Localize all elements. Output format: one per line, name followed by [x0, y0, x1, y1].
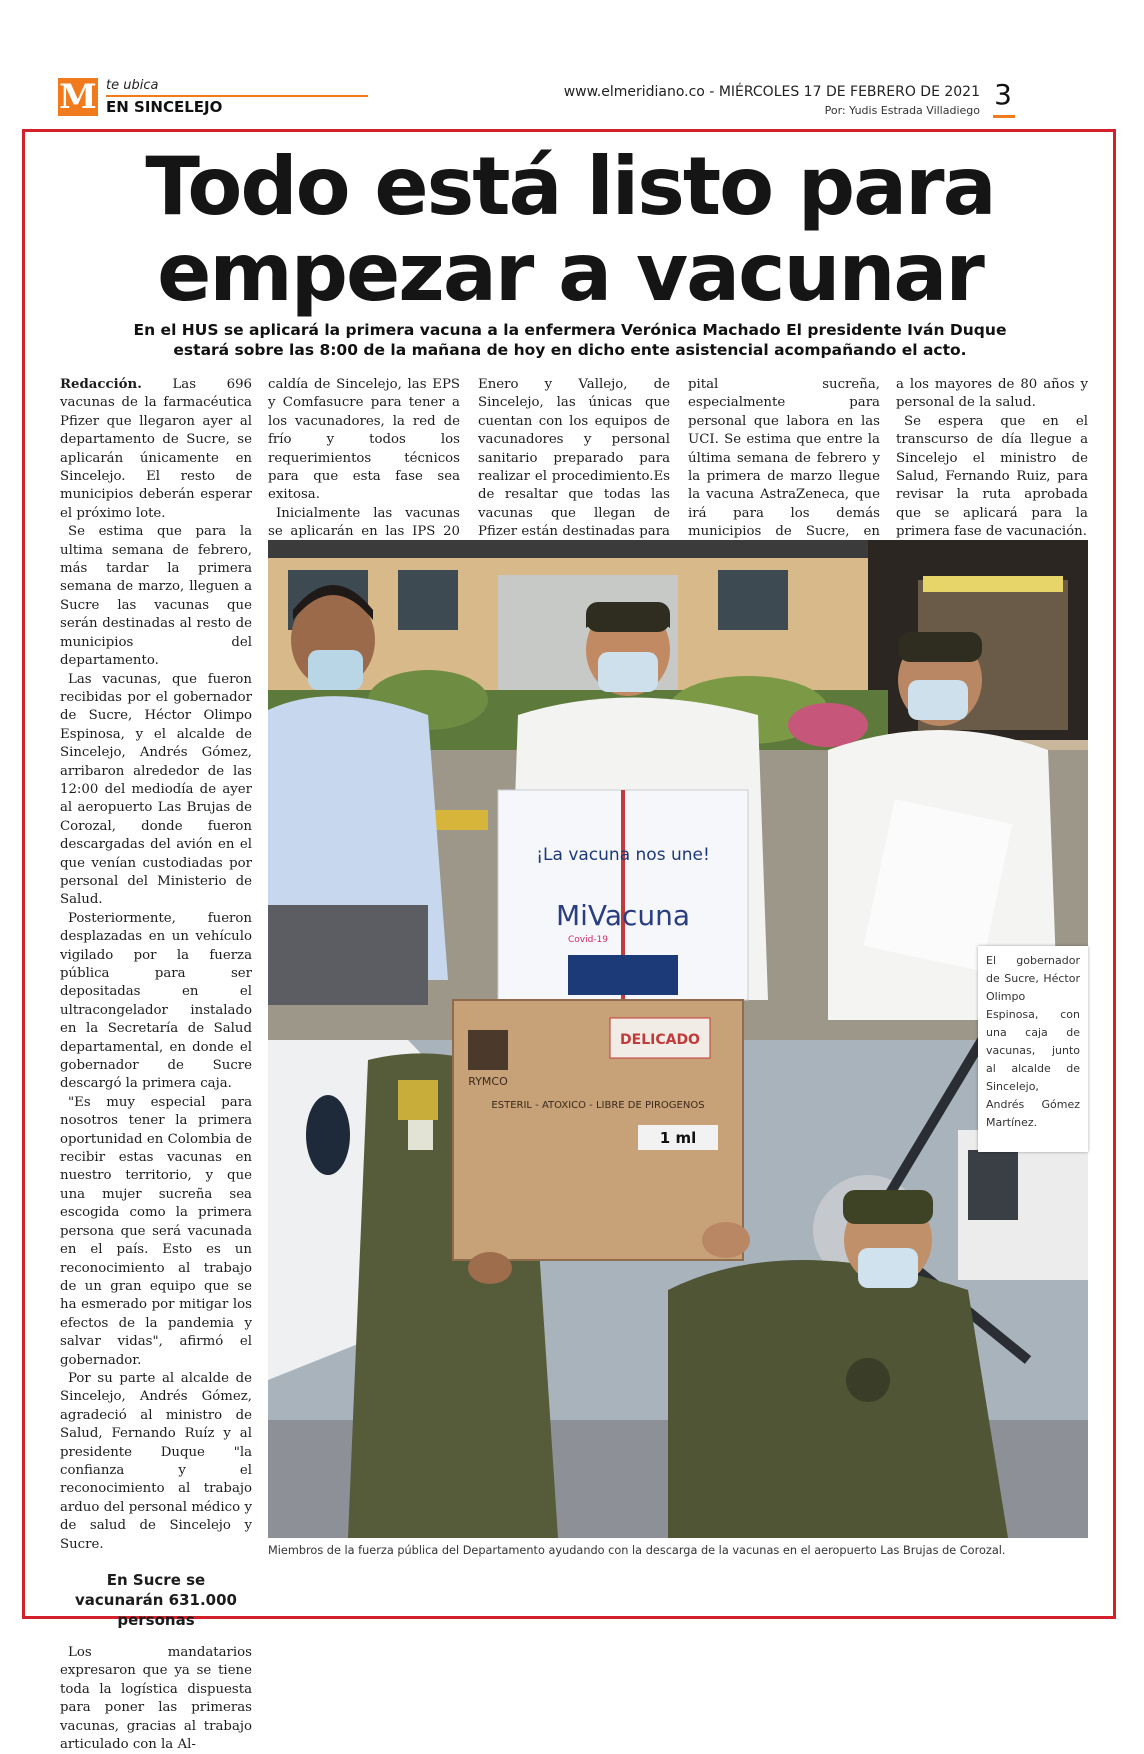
- box-sterile-label: ESTERIL - ATOXICO - LIBRE DE PIROGENOS: [491, 1100, 705, 1111]
- paragraph: Por su parte al alcalde de Sincelejo, Andrés Gómez, agradeció al ministro de Salud, Fernando Ruíz y al presidente Duque "la confianza y el reconocimiento al trabajo arduo del personal médico y de salud de Sincelejo y Sucre.: [60, 1370, 252, 1552]
- subheading: En Sucre se vacunarán 631.000 personas: [74, 1571, 237, 1629]
- inset-caption: El gobernador de Sucre, Héctor Olimpo Espinosa, con una caja de vacunas, junto al alcalde de Sincelejo, Andrés Gómez Martínez.: [978, 946, 1088, 1152]
- headline-line-2: empezar a vacunar: [157, 226, 983, 319]
- page-number-rule: [993, 115, 1015, 118]
- photo-officials-with-vaccine-box: [268, 540, 1088, 1040]
- box-volume-label: 1 ml: [659, 1129, 697, 1147]
- paragraph: Inicialmente las vacunas se aplicarán en las IPS 20: [268, 505, 460, 540]
- box-brand-label: RYMCO: [468, 1075, 508, 1088]
- section-name: EN SINCELEJO: [106, 98, 223, 116]
- paragraph: Enero y Vallejo, de Sincelejo, las únicas que cuentan con los equipos de vacunadores y personal sanitario preparado para realizar el procedimiento.Es de resaltar que todas las vacunas que llegan de Pfizer están destinadas para: [478, 377, 670, 540]
- page-number: 3: [994, 78, 1012, 111]
- box-brand: MiVacuna: [555, 899, 691, 932]
- column-2: [268, 376, 460, 560]
- box-covid-label: Covid-19: [568, 935, 609, 945]
- column-5: [896, 376, 1088, 542]
- paragraph: Las vacunas, que fueron recibidas por el gobernador de Sucre, Héctor Olimpo Espinosa, y el alcalde de Sincelejo, Andrés Gómez, arribaron alrededor de las 12:00 del mediodía de ayer al aeropuerto Las Brujas de Corozal, donde fueron descargadas del avión en el que venían custodiadas por personal del Ministerio de Salud.: [60, 671, 252, 908]
- column-4: [688, 376, 880, 560]
- deck-line-1: En el HUS se aplicará la primera vacuna a la enfermera Verónica Machado El presidente Iván Duque: [133, 321, 1007, 339]
- paragraph: a los mayores de 80 años y personal de la salud.: [896, 377, 1088, 411]
- newspaper-logo[interactable]: M: [59, 77, 97, 117]
- paragraph: Los mandatarios expresaron que ya se tiene toda la logística dispuesta para poner las primeras vacunas, gracias al trabajo articulado con la Al-: [60, 1645, 252, 1753]
- photo-caption: Miembros de la fuerza pública del Departamento ayudando con la descarga de la vacunas en el aeropuerto Las Brujas de Corozal.: [268, 1544, 1006, 1557]
- dateline[interactable]: www.elmeridiano.co - MIÉRCOLES 17 DE FEBRERO DE 2021: [563, 84, 980, 100]
- paragraph: Posteriormente, fueron desplazadas en un vehículo vigilado por la fuerza pública para ser depositadas en el ultracongelador instalado en la Secretaría de Salud departamental, en donde el gobernador de Sucre descargó la primera caja.: [60, 910, 252, 1092]
- box-slogan: ¡La vacuna nos une!: [536, 845, 710, 865]
- paragraph: caldía de Sincelejo, las EPS y Comfasucre para tener a los vacunadores, la red de frío y todos los requerimientos técnicos para que esta fase sea exitosa.: [268, 377, 460, 503]
- box-fragile-label: DELICADO: [620, 1032, 700, 1048]
- deck-line-2: estará sobre las 8:00 de la mañana de hoy en dicho ente asistencial acompañando el acto.: [173, 341, 967, 359]
- paragraph-text: Las 696 vacunas de la farmacéutica Pfizer que llegaron ayer al departamento de Sucre, se aplicarán únicamente en Sincelejo. El resto de municipios deberán esperar el próximo lote.: [60, 377, 252, 521]
- paragraph: "Es muy especial para nosotros tener la primera oportunidad en Colombia de recibir estas vacunas en nuestro territorio, y que una mujer sucreña sea escogida como la primera persona que será vacunada en el país. Esto es un reconocimiento al trabajo de un gran equipo que se ha esmerado por mitigar los efectos de la pandemia y salvar vidas", afirmó el gobernador.: [60, 1094, 252, 1368]
- paragraph: pital sucreña, especialmente para personal que labora en las UCI. Se estima que entre la última semana de febrero y la primera de marzo llegue la vacuna AstraZeneca, que irá para los demás municipios de Sucre, en: [688, 377, 880, 540]
- headline: [30, 140, 1110, 319]
- deck: [60, 320, 1080, 360]
- byline: Por: Yudis Estrada Villadiego: [824, 104, 980, 117]
- lead-label: Redacción.: [60, 377, 142, 392]
- paragraph: Se espera que en el transcurso de día llegue a Sincelejo el ministro de Salud, Fernando Ruiz, para revisar la ruta aprobada que se aplicará para la primera fase de vacunación.: [896, 413, 1088, 540]
- photo-police-unloading-boxes: [268, 1032, 1088, 1538]
- section-rule: [106, 95, 368, 97]
- paragraph: Se estima que para la ultima semana de febrero, más tardar la primera semana de marzo, lleguen a Sucre las vacunas que serán destinadas al resto de municipios del departamento.: [60, 524, 252, 669]
- masthead: [58, 78, 1098, 122]
- headline-line-1: Todo está listo para: [145, 140, 995, 233]
- paragraph: [60, 376, 252, 523]
- section-kicker: te ubica: [106, 78, 159, 93]
- column-1: [60, 376, 252, 1754]
- column-3: [478, 376, 670, 560]
